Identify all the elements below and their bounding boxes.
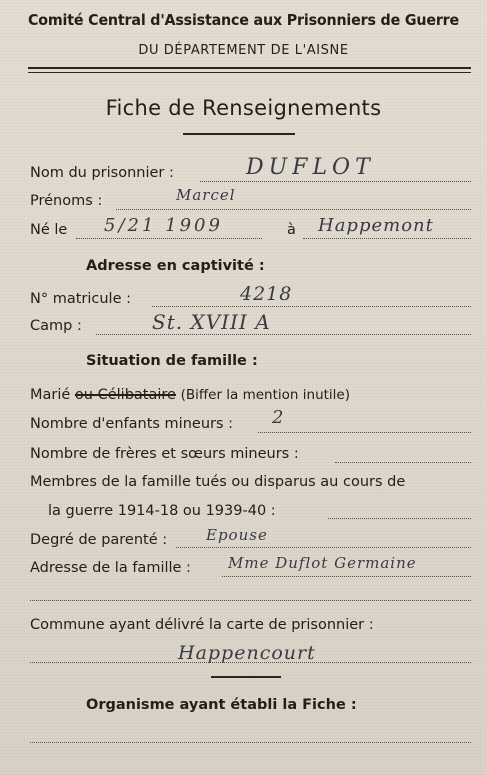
degre-label: Degré de parenté :	[30, 532, 168, 548]
ne-le-dotted-line[interactable]	[76, 238, 262, 239]
a-dotted-line[interactable]	[303, 238, 471, 239]
prenoms-dotted-line[interactable]	[116, 209, 471, 210]
freres-label: Nombre de frères et sœurs mineurs :	[30, 446, 299, 462]
freres-dotted-line[interactable]	[335, 462, 471, 463]
camp-label: Camp :	[30, 318, 82, 334]
matricule-value: 4218	[240, 283, 293, 305]
nom-dotted-line[interactable]	[200, 181, 471, 182]
header-rule-top	[28, 67, 471, 69]
committee-name: Comité Central d'Assistance aux Prisonniers de Guerre	[27, 11, 460, 29]
prenoms-label: Prénoms :	[30, 193, 103, 209]
camp-value: St. XVIII A	[152, 310, 271, 334]
camp-dotted-line[interactable]	[96, 334, 471, 335]
organisme-dotted-line[interactable]	[30, 742, 471, 743]
membres-label-line1: Membres de la famille tués ou disparus au cours de	[30, 474, 406, 490]
section-divider	[211, 676, 281, 678]
prenoms-value: Marcel	[176, 186, 236, 204]
matricule-label: N° matricule :	[30, 291, 131, 307]
marie-option[interactable]: Marié	[30, 387, 71, 403]
celibataire-option[interactable]: ou Célibataire	[74, 387, 176, 403]
header-rule-bottom	[28, 72, 471, 73]
degre-dotted-line[interactable]	[176, 547, 471, 548]
adresse-famille-value: Mme Duflot Germaine	[228, 554, 417, 572]
enfants-label: Nombre d'enfants mineurs :	[30, 416, 234, 432]
organisme-heading: Organisme ayant établi la Fiche :	[86, 697, 357, 713]
enfants-value: 2	[272, 407, 285, 428]
marital-status-line	[30, 387, 350, 403]
ne-le-value: 5/21 1909	[104, 215, 223, 236]
commune-value: Happencourt	[178, 642, 316, 664]
nom-label: Nom du prisonnier :	[30, 165, 174, 181]
biffer-note: (Biffer la mention inutile)	[180, 387, 350, 403]
page-title: Fiche de Renseignements	[105, 96, 382, 120]
nom-value: DUFLOT	[246, 155, 375, 180]
a-label: à	[287, 222, 296, 238]
membres-label-line2: la guerre 1914-18 ou 1939-40 :	[48, 503, 276, 519]
degre-value: Epouse	[206, 526, 268, 544]
adresse-captivite-heading: Adresse en captivité :	[86, 258, 265, 274]
matricule-dotted-line[interactable]	[152, 306, 471, 307]
ne-le-label: Né le	[30, 222, 68, 238]
title-underline	[183, 133, 295, 135]
commune-label: Commune ayant délivré la carte de prisonnier :	[30, 617, 374, 633]
adresse-famille-dotted-line[interactable]	[222, 576, 471, 577]
adresse-famille-dotted-line-2[interactable]	[30, 600, 471, 601]
adresse-famille-label: Adresse de la famille :	[30, 560, 191, 576]
department-name: DU DÉPARTEMENT DE L'AISNE	[138, 43, 349, 58]
situation-heading: Situation de famille :	[86, 353, 258, 369]
enfants-dotted-line[interactable]	[258, 432, 471, 433]
membres-dotted-line[interactable]	[328, 518, 471, 519]
a-value: Happemont	[318, 215, 434, 236]
